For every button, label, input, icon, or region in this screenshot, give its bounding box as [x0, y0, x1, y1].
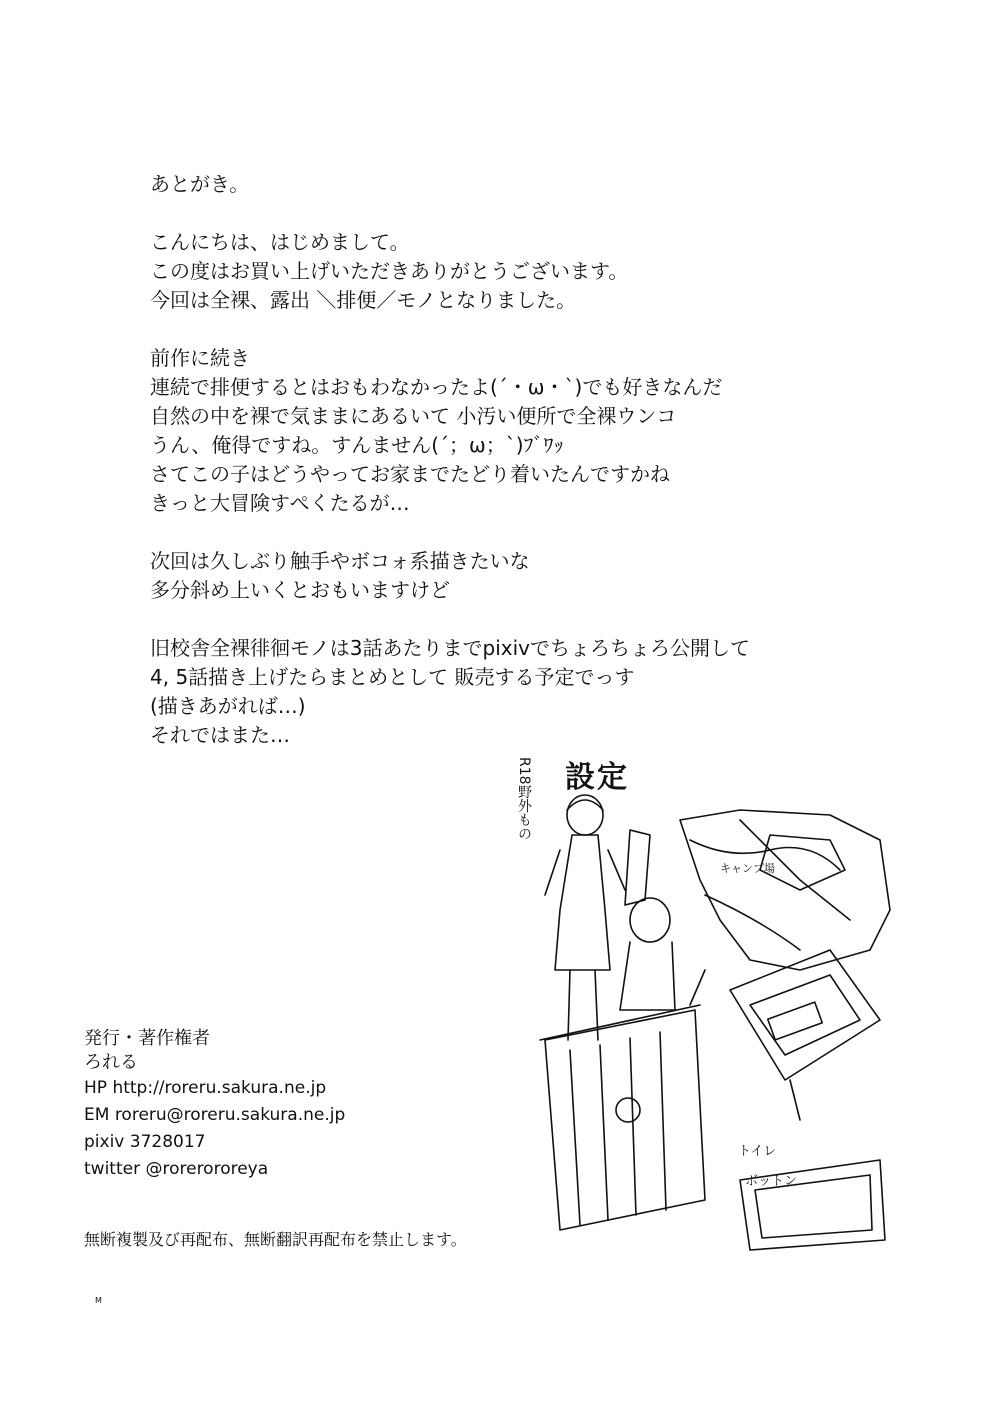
- afterword-line: 今回は全裸、露出 ＼排便／モノとなりました。: [150, 288, 577, 312]
- outdoor-label: 野外もの: [516, 784, 532, 841]
- pixiv-id: pixiv 3728017: [84, 1132, 206, 1152]
- afterword-line: [150, 605, 850, 634]
- author-name: ろれる: [84, 1052, 138, 1073]
- email-address: EM roreru@roreru.sakura.ne.jp: [84, 1105, 346, 1125]
- afterword-line: 4, 5話描き上げたらまとめとして 販売する予定でっす: [150, 665, 635, 689]
- afterword-line: それではまた…: [150, 723, 290, 747]
- sketch-side-label: [510, 757, 532, 841]
- afterword-line: きっと大冒険すぺくたるが…: [150, 491, 410, 515]
- afterword-line: この度はお買い上げいただきありがとうございます。: [150, 259, 629, 283]
- afterword-line: [150, 199, 850, 228]
- afterword-line: うん、俺得ですね。すんません(´；ω；`)ﾌﾞﾜｯ: [150, 433, 564, 457]
- page-mark: M: [95, 1296, 102, 1305]
- afterword-line: 連続で排便するとはおもわなかったよ(´・ω・`)でも好きなんだ: [150, 375, 723, 399]
- r18-label: R18: [516, 757, 532, 785]
- girl-head: [567, 795, 603, 835]
- note-camp: キャンプ場: [720, 862, 775, 875]
- afterword-line: [150, 518, 850, 547]
- copyright-notice: 無断複製及び再配布、無断翻訳再配布を禁止します。: [84, 1230, 467, 1249]
- note-bottom: ボットン: [745, 1174, 798, 1189]
- afterword-line: 旧校舎全裸徘徊モノは3話あたりまでpixivでちょろちょろ公開して: [150, 636, 751, 660]
- homepage-url: HP http://roreru.sakura.ne.jp: [84, 1078, 327, 1098]
- afterword-text: [150, 170, 850, 750]
- afterword-line: 多分斜め上いくとおもいますけど: [150, 578, 450, 602]
- outhouse: [545, 1010, 705, 1230]
- publisher-heading: 発行・著作権者: [84, 1028, 210, 1049]
- note-toilet: トイレ: [738, 1144, 777, 1159]
- afterword-line: あとがき。: [150, 172, 250, 196]
- afterword-line: [150, 315, 850, 344]
- map-outline: [680, 810, 890, 970]
- setting-sketch: [500, 720, 900, 1260]
- colophon: [84, 1027, 544, 1183]
- sketch-title: 設定: [565, 760, 629, 795]
- twitter-handle: twitter @rorerororeya: [84, 1159, 269, 1179]
- afterword-line: (描きあがれば…): [150, 694, 306, 718]
- afterword-line: 次回は久しぶり触手やボコォ系描きたいな: [150, 549, 530, 573]
- afterword-line: こんにちは、はじめまして。: [150, 230, 410, 254]
- second-girl-head: [630, 898, 670, 942]
- afterword-line: さてこの子はどうやってお家までたどり着いたんですかね: [150, 462, 670, 486]
- afterword-line: 自然の中を裸で気ままにあるいて 小汚い便所で全裸ウンコ: [150, 404, 677, 428]
- afterword-line: 前作に続き: [150, 346, 250, 370]
